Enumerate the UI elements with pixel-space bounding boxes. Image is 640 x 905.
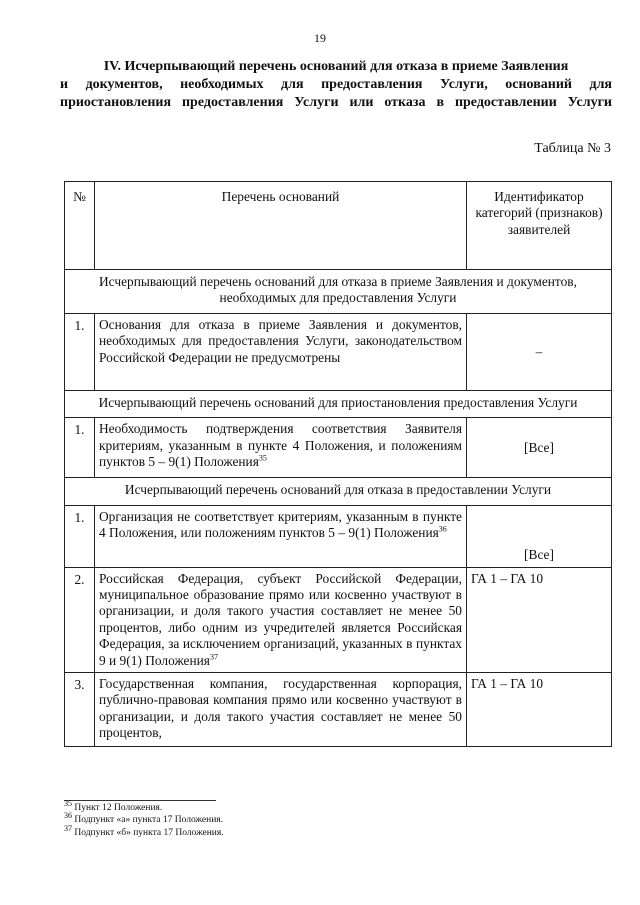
row-identifier: [Все] <box>467 418 612 478</box>
row-text-cell <box>95 418 467 478</box>
row-text-cell <box>95 567 467 672</box>
footnote-ref: 35 <box>258 453 267 463</box>
section-title: Исчерпывающий перечень оснований для отказа в предоставлении Услуги <box>65 478 612 505</box>
footnotes <box>64 798 224 839</box>
row-number: 1. <box>65 418 95 478</box>
row-number: 3. <box>65 673 95 747</box>
header-grounds: Перечень оснований <box>95 182 467 270</box>
footnote-text: Подпункт «б» пункта 17 Положения. <box>74 827 224 838</box>
row-identifier: ГА 1 – ГА 10 <box>467 673 612 747</box>
row-text: Организация не соответствует критериям, указанным в пункте 4 Положения, или положениям пунктов 5 – 9(1) Положения <box>99 508 462 541</box>
table-row <box>65 505 612 567</box>
page-number: 19 <box>314 31 326 45</box>
section-title: Исчерпывающий перечень оснований для приостановления предоставления Услуги <box>65 390 612 417</box>
footnote-item <box>64 798 224 814</box>
row-number: 2. <box>65 567 95 672</box>
heading-line-1: IV. Исчерпывающий перечень оснований для отказа в приеме Заявления <box>103 59 569 74</box>
table-row <box>65 418 612 478</box>
row-number: 1. <box>65 313 95 390</box>
header-identifier: Идентификатор категорий (признаков) заявителей <box>467 182 612 270</box>
section-row-refusal-service <box>65 478 612 505</box>
row-text-cell <box>95 505 467 567</box>
footnote-divider <box>64 800 216 801</box>
row-identifier: – <box>467 313 612 390</box>
row-number: 1. <box>65 505 95 567</box>
footnote-mark: 36 <box>64 811 72 821</box>
footnote-item <box>64 823 224 839</box>
row-text: Основания для отказа в приеме Заявления и документов, необходимых для предоставления Услуги, законодательством Российской Федерации не предусмотрены <box>95 313 467 390</box>
heading-line-2: и документов, необходимых для предоставления Услуги, оснований для <box>60 77 612 92</box>
section-heading <box>60 58 612 112</box>
footnote-text: Пункт 12 Положения. <box>74 803 163 813</box>
table-row <box>65 567 612 672</box>
table-label: Таблица № 3 <box>534 141 611 156</box>
footnote-ref: 36 <box>438 524 447 534</box>
row-text: Государственная компания, государственная корпорация, публично-правовая компания прямо или косвенно участвуют в организации, и доля такого участия составляет не менее 50 процентов, <box>95 673 467 747</box>
footnote-ref: 37 <box>209 652 218 662</box>
row-text: Необходимость подтверждения соответствия Заявителя критериям, указанным в пункте 4 Положения, и положениям пунктов 5 – 9(1) Положения <box>99 421 462 470</box>
footnote-mark: 35 <box>64 798 72 808</box>
footnote-mark: 37 <box>64 823 72 833</box>
row-identifier: [Все] <box>467 505 612 567</box>
section-row-suspension <box>65 390 612 417</box>
grounds-table <box>64 181 612 747</box>
heading-line-3: приостановления предоставления Услуги или отказа в предоставлении Услуги <box>60 95 612 110</box>
row-text: Российская Федерация, субъект Российской Федерации, муниципальное образование прямо или косвенно участвуют в организации, и доля такого участия составляет не менее 50 процентов, либо одним из учредителей является Российская Федерация, за исключением организаций, указанных в пунктах 9 и 9(1) Положения <box>99 570 462 668</box>
row-identifier: ГА 1 – ГА 10 <box>467 567 612 672</box>
table-row <box>65 673 612 747</box>
table-header-row <box>65 182 612 270</box>
table-row <box>65 313 612 390</box>
section-row-refusal-acceptance <box>65 270 612 314</box>
footnote-text: Подпункт «а» пункта 17 Положения. <box>74 815 224 826</box>
header-number: № <box>65 182 95 270</box>
section-title: Исчерпывающий перечень оснований для отказа в приеме Заявления и документов, необходимых для предоставления Услуги <box>65 270 612 314</box>
footnote-item <box>64 811 224 826</box>
